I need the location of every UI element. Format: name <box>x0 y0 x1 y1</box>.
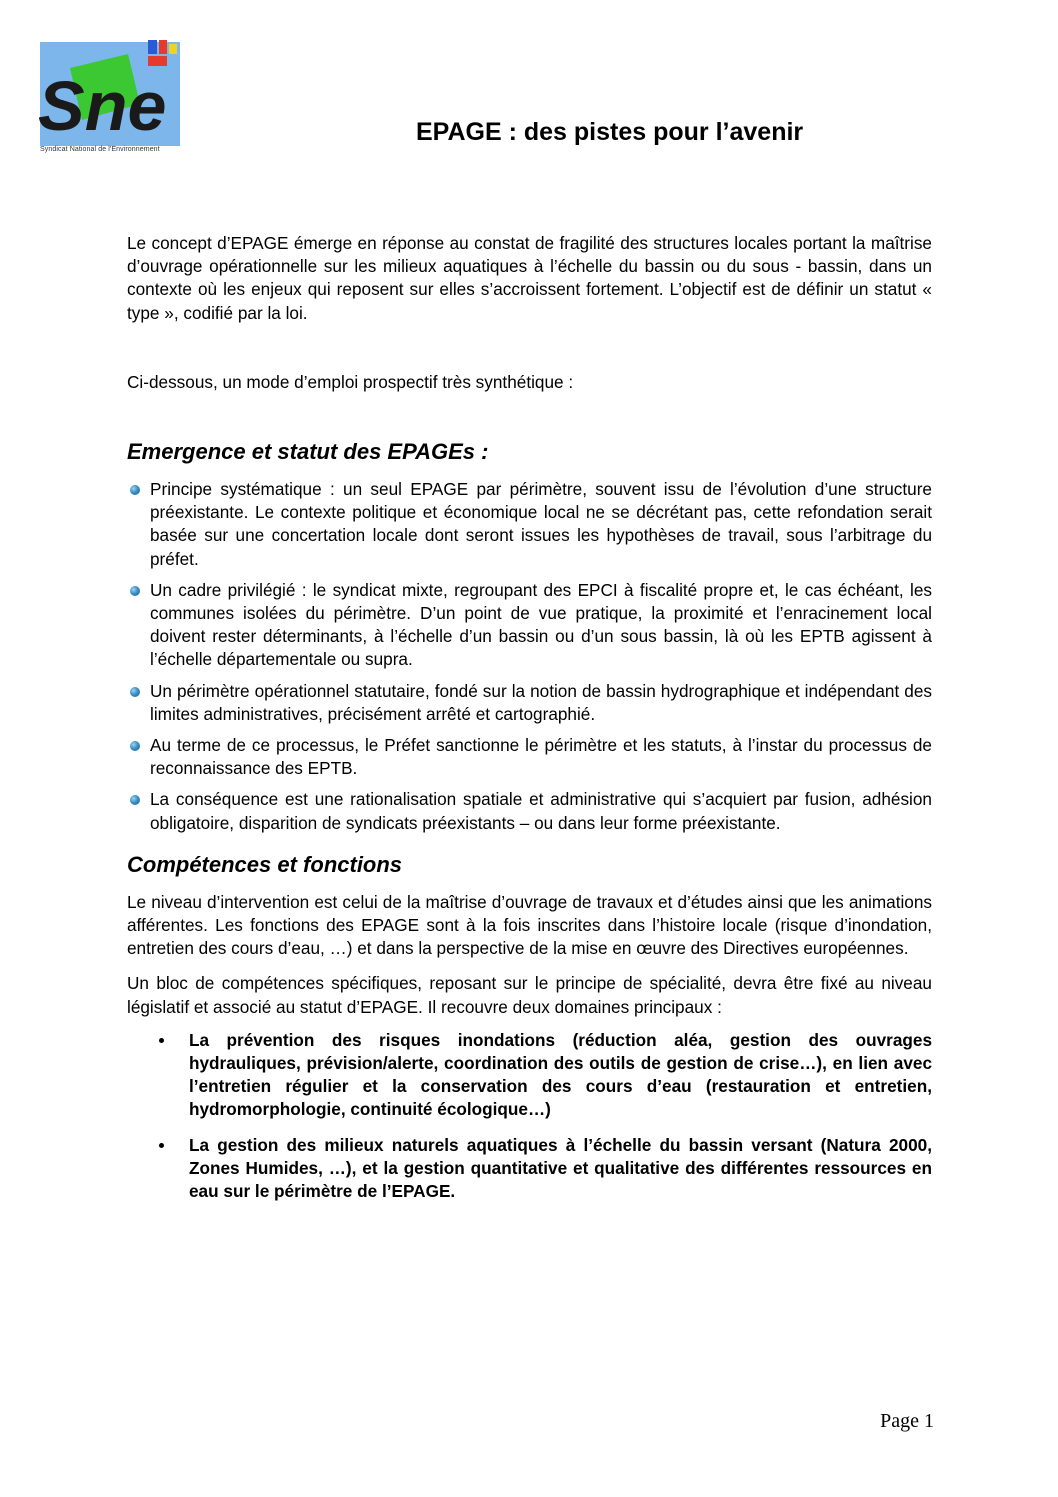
bullet-icon <box>130 741 140 751</box>
bullet-icon <box>130 795 140 805</box>
document-title: EPAGE : des pistes pour l’avenir <box>416 118 804 146</box>
bullet-icon <box>130 485 140 495</box>
page-number: Page 1 <box>880 1410 934 1432</box>
bullet-icon <box>130 586 140 596</box>
sne-logo-graphic <box>36 38 196 162</box>
list-item-text: Un périmètre opérationnel statutaire, fondé sur la notion de bassin hydrographique et indépendant des limites administratives, précisément arrêté et cartographié. <box>150 680 932 724</box>
section-heading-competences: Compétences et fonctions <box>127 851 403 877</box>
competences-paragraph: Le niveau d’intervention est celui de la maîtrise d’ouvrage de travaux et d’études ainsi que les animations afférentes. Les fonctions des EPAGE sont à la fois inscrites dans l’histoire locale (risque d’inondation, entretien des cours d’eau, …) et dans la perspective de la mise en œuvre des Directives européennes. <box>127 891 932 959</box>
logo-caption: Syndicat National de l'Environnement <box>40 146 160 153</box>
list-item <box>127 680 932 726</box>
emergence-bullet-list <box>127 478 932 835</box>
competences-bullet-list <box>127 1029 932 1203</box>
document-body <box>127 232 932 1215</box>
list-item-text: Principe systématique : un seul EPAGE par périmètre, souvent issu de l’évolution d’une structure préexistante. Le contexte politique et économique local ne se décrétant pas, cette refondation serait basée sur une concertation locale dont seront issues les hypothèses de travail, sous l’arbitrage du préfet. <box>150 479 932 569</box>
section-competences <box>127 851 932 1203</box>
bullet-icon <box>130 687 140 697</box>
sne-logo <box>36 38 196 162</box>
bullet-icon <box>159 1038 164 1043</box>
list-item-text: La prévention des risques inondations (réduction aléa, gestion des ouvrages hydrauliques, prévision/alerte, coordination des outils de gestion de crise…), en lien avec l’entretien régulier et la conservation des cours d’eau (restauration et entretien, hydromorphologie, continuité écologique…) <box>189 1029 932 1120</box>
list-item-text: La gestion des milieux naturels aquatiques à l’échelle du bassin versant (Natura 2000, Zones Humides, …), et la gestion quantitative et qualitative des différentes ressources en eau sur le périmètre de l’EPAGE. <box>189 1134 932 1202</box>
list-item <box>127 478 932 571</box>
logo-yellow-mark <box>169 44 177 54</box>
logo-red-mark-2 <box>148 56 167 66</box>
lead-paragraph: Ci-dessous, un mode d’emploi prospectif très synthétique : <box>127 371 574 392</box>
list-item <box>127 734 932 780</box>
logo-red-mark <box>159 40 167 54</box>
bullet-icon <box>159 1143 164 1148</box>
list-item <box>127 1029 932 1122</box>
logo-wordmark: Sne <box>38 67 167 145</box>
competences-paragraph: Un bloc de compétences spécifiques, reposant sur le principe de spécialité, devra être fixé au niveau législatif et associé au statut d’EPAGE. Il recouvre deux domaines principaux : <box>127 973 932 1017</box>
list-item <box>127 579 932 672</box>
list-item-text: Au terme de ce processus, le Préfet sanctionne le périmètre et les statuts, à l’instar du processus de reconnaissance des EPTB. <box>150 735 932 779</box>
intro-paragraph: Le concept d’EPAGE émerge en réponse au constat de fragilité des structures locales portant la maîtrise d’ouvrage opérationnelle sur les milieux aquatiques à l’échelle du bassin ou du sous - bassin, dans un contexte où les enjeux qui reposent sur elles s’accroissent fortement. L’objectif est de définir un statut « type », codifié par la loi. <box>127 233 932 323</box>
list-item <box>127 1134 932 1204</box>
list-item <box>127 788 932 834</box>
logo-blue-mark <box>148 40 157 54</box>
list-item-text: Un cadre privilégié : le syndicat mixte, regroupant des EPCI à fiscalité propre et, le cas échéant, les communes isolées du périmètre. D’un point de vue pratique, la proximité et l’enracinement local doivent rester déterminants, à l’échelle d’un bassin ou d’un sous bassin, là où les EPTB agissent à l’échelle départementale ou supra. <box>150 579 932 670</box>
section-heading-emergence: Emergence et statut des EPAGEs : <box>127 439 489 465</box>
list-item-text: La conséquence est une rationalisation spatiale et administrative qui s’acquiert par fusion, adhésion obligatoire, disparition de syndicats préexistants – ou dans leur forme préexistante. <box>150 789 932 833</box>
